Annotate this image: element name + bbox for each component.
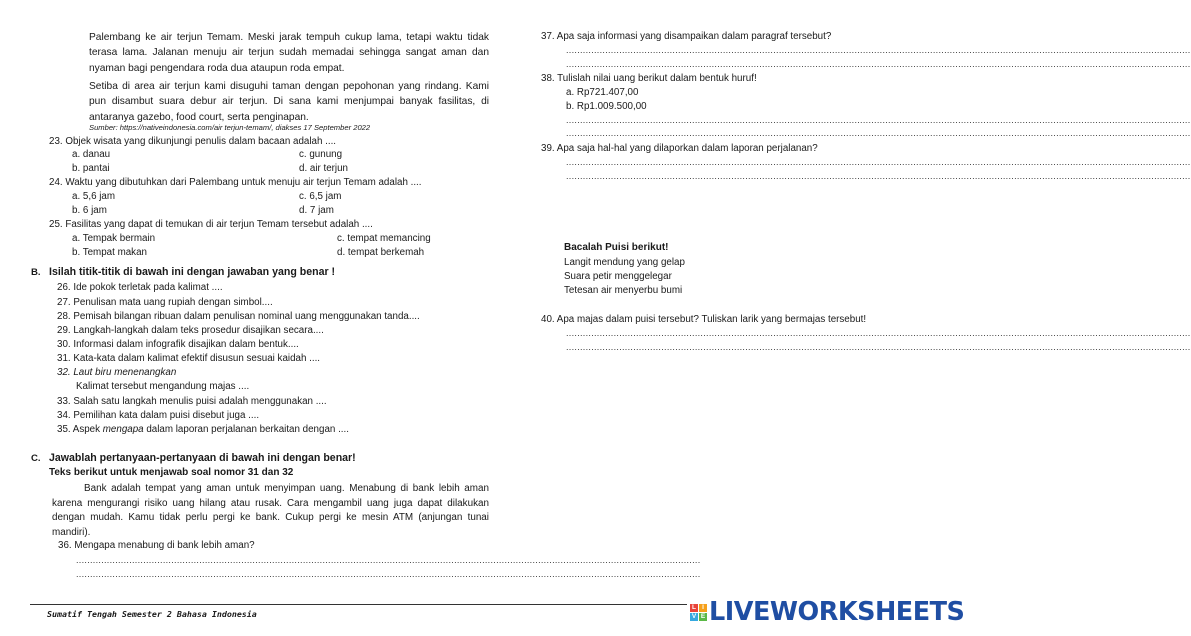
live-logo-icon [690, 604, 707, 621]
option-24c: c. 6,5 jam [299, 191, 342, 202]
footer-title: Sumatif Tengah Semester 2 Bahasa Indonesia [47, 609, 257, 619]
question-27: 27. Penulisan mata uang rupiah dengan simbol.... [57, 297, 273, 308]
question-34: 34. Pemilihan kata dalam puisi disebut juga .... [57, 410, 260, 421]
poem-line-1: Langit mendung yang gelap [564, 257, 685, 268]
question-23: 23. Objek wisata yang dikunjungi penulis dalam bacaan adalah .... [49, 136, 337, 147]
question-38: 38. Tulislah nilai uang berikut dalam bentuk huruf! [541, 73, 757, 84]
question-29: 29. Langkah-langkah dalam teks prosedur disajikan secara.... [57, 325, 324, 336]
option-23b: b. pantai [72, 163, 110, 174]
answer-line-36-2[interactable]: ............................................................................................................................................................................................................................... [76, 569, 701, 579]
option-25a: a. Tempak bermain [72, 233, 156, 244]
section-b-title: Isilah titik-titik di bawah ini dengan jawaban yang benar ! [49, 266, 336, 278]
section-c-title: Jawablah pertanyaan-pertanyaan di bawah ini dengan benar! [49, 452, 356, 464]
poem-line-3: Tetesan air menyerbu bumi [564, 285, 683, 296]
option-23c: c. gunung [299, 149, 343, 160]
answer-line-40-2[interactable]: ............................................................................................................................................................................................................................... [566, 342, 1191, 352]
option-25d: d. tempat berkemah [337, 247, 425, 258]
logo-letter-v: V [691, 613, 697, 620]
question-39: 39. Apa saja hal-hal yang dilaporkan dalam laporan perjalanan? [541, 143, 818, 154]
poem-line-2: Suara petir menggelegar [564, 271, 672, 282]
answer-line-38-2[interactable]: ............................................................................................................................................................................................................................... [566, 128, 1191, 138]
option-24d: d. 7 jam [299, 205, 334, 216]
question-32: 32. Laut biru menenangkan [57, 367, 177, 378]
question-24: 24. Waktu yang dibutuhkan dari Palembang untuk menuju air terjun Temam adalah .... [49, 177, 422, 188]
option-23a: a. danau [72, 149, 111, 160]
option-25b: b. Tempat makan [72, 247, 147, 258]
question-26: 26. Ide pokok terletak pada kalimat .... [57, 282, 223, 293]
answer-line-37-1[interactable]: ............................................................................................................................................................................................................................... [566, 45, 1191, 55]
question-32-prompt: Kalimat tersebut mengandung majas .... [76, 381, 250, 392]
liveworksheets-logo [690, 597, 964, 627]
question-31: 31. Kata-kata dalam kalimat efektif disusun sesuai kaidah .... [57, 353, 321, 364]
question-36: 36. Mengapa menabung di bank lebih aman? [58, 540, 255, 551]
option-24b: b. 6 jam [72, 205, 107, 216]
question-35-suffix: dalam laporan perjalanan berkaitan dengan .... [143, 424, 349, 435]
question-33: 33. Salah satu langkah menulis puisi adalah menggunakan .... [57, 396, 327, 407]
answer-line-37-2[interactable]: ............................................................................................................................................................................................................................... [566, 59, 1191, 69]
option-24a: a. 5,6 jam [72, 191, 116, 202]
logo-letter-e: E [700, 613, 706, 620]
answer-line-39-1[interactable]: ............................................................................................................................................................................................................................... [566, 157, 1191, 167]
option-25c: c. tempat memancing [337, 233, 431, 244]
question-38b: b. Rp1.009.500,00 [566, 101, 647, 112]
bank-passage: Bank adalah tempat yang aman untuk menyimpan uang. Menabung di bank lebih aman karena mengurangi risiko uang hilang atau rusak. Cara mengambil uang juga dapat dilakukan dengan mudah. Kamu tidak perlu pergi ke bank. Cukup pergi ke mesin ATM (anjungan tunai mandiri). [52, 483, 489, 538]
passage-paragraph-1: Palembang ke air terjun Temam. Meski jarak tempuh cukup lama, tetapi waktu tidak terasa lama. Jalanan menuju air terjun sudah memadai sehingga sangat aman dan nyaman bagi pengendara roda dua ataupun roda empat. [89, 32, 489, 74]
question-38a: a. Rp721.407,00 [566, 87, 639, 98]
logo-letter-i: I [699, 604, 707, 612]
section-b-letter: B. [31, 267, 41, 278]
question-37: 37. Apa saja informasi yang disampaikan dalam paragraf tersebut? [541, 31, 832, 42]
logo-letter-l: L [690, 604, 698, 612]
answer-line-39-2[interactable]: ............................................................................................................................................................................................................................... [566, 171, 1191, 181]
question-35 [57, 424, 349, 435]
passage-paragraph-2: Setiba di area air terjun kami disuguhi taman dengan pepohonan yang rindang. Kami pun disambut suara debur air terjun. Di sana kami menjumpai banyak fasilitas, di antaranya gazebo, food court, serta penginapan. [89, 81, 489, 123]
section-c-letter: C. [31, 453, 41, 464]
poem-title: Bacalah Puisi berikut! [564, 242, 669, 253]
answer-line-38-1[interactable]: ............................................................................................................................................................................................................................... [566, 115, 1191, 125]
question-40: 40. Apa majas dalam puisi tersebut? Tuliskan larik yang bermajas tersebut! [541, 314, 867, 325]
logo-wordmark: LIVEWORKSHEETS [709, 597, 965, 627]
question-30: 30. Informasi dalam infografik disajikan dalam bentuk.... [57, 339, 299, 350]
option-23d: d. air terjun [299, 163, 349, 174]
question-28: 28. Pemisah bilangan ribuan dalam penulisan nominal uang menggunakan tanda.... [57, 311, 420, 322]
question-25: 25. Fasilitas yang dapat di temukan di air terjun Temam tersebut adalah .... [49, 219, 373, 230]
section-c-subtitle: Teks berikut untuk menjawab soal nomor 31 dan 32 [49, 467, 294, 478]
footer-divider [30, 604, 687, 605]
question-35-italic: mengapa [102, 424, 144, 435]
answer-line-36-1[interactable]: ............................................................................................................................................................................................................................... [76, 555, 701, 565]
answer-line-40-1[interactable]: ............................................................................................................................................................................................................................... [566, 328, 1191, 338]
passage-source: Sumber: https://nativeindonesia.com/air terjun-temam/, diakses 17 September 2022 [89, 123, 371, 132]
question-35-prefix: 35. Aspek [57, 424, 103, 435]
